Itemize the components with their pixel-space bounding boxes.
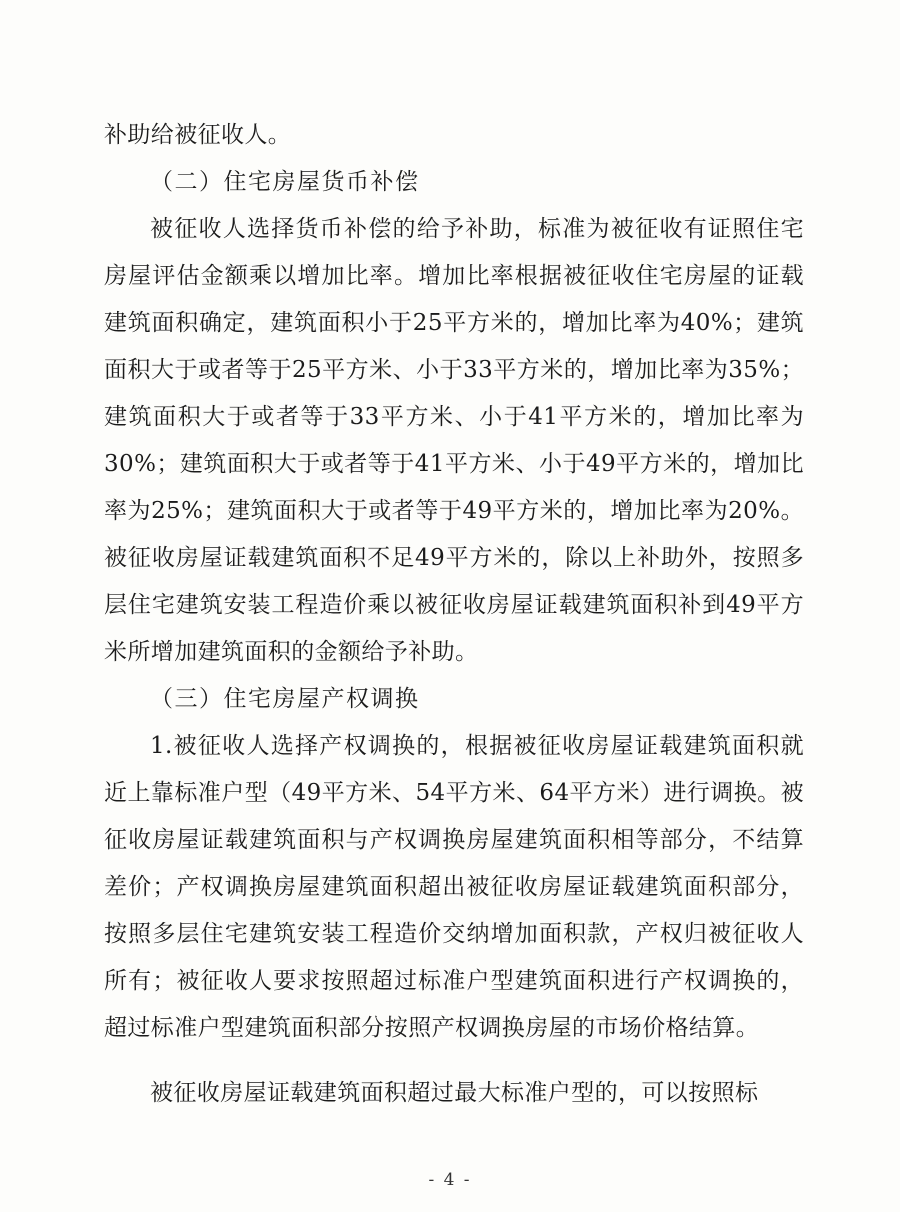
paragraph-monetary-compensation: 被征收人选择货币补偿的给予补助，标准为被征收有证照住宅房屋评估金额乘以增加比率。增加比率根据被征收住宅房屋的证载建筑面积确定，建筑面积小于25平方米的，增加比率为40%；建筑面积大于或者等于25平方米、小于33平方米的，增加比率为35%；建筑面积大于或者等于33平方米、小于41平方米的，增加比率为30%；建筑面积大于或者等于41平方米、小于49平方米的，增加比率为25%；建筑面积大于或者等于49平方米的，增加比率为20%。被征收房屋证载建筑面积不足49平方米的，除以上补助外，按照多层住宅建筑安装工程造价乘以被征收房屋证载建筑面积补到49平方米所增加建筑面积的金额给予补助。 xyxy=(104,216,804,665)
paragraph-continuation: 补助给被征收人。 xyxy=(104,122,292,148)
paragraph-oversized-area: 被征收房屋证载建筑面积超过最大标准户型的，可以按照标 xyxy=(150,1080,759,1106)
page-number: - 4 - xyxy=(428,1170,472,1190)
section-heading-property-rights-exchange: （三）住宅房屋产权调换 xyxy=(150,686,420,712)
paragraph-property-rights-exchange: 1.被征收人选择产权调换的，根据被征收房屋证载建筑面积就近上靠标准户型（49平方米、54平方米、64平方米）进行调换。被征收房屋证载建筑面积与产权调换房屋建筑面积相等部分，不结算差价；产权调换房屋建筑面积超出被征收房屋证载建筑面积部分，按照多层住宅建筑安装工程造价交纳增加面积款，产权归被征收人所有；被征收人要求按照超过标准户型建筑面积进行产权调换的，超过标准户型建筑面积部分按照产权调换房屋的市场价格结算。 xyxy=(104,733,804,1041)
document-body xyxy=(104,112,804,1117)
section-heading-residential-monetary-compensation: （二）住宅房屋货币补偿 xyxy=(150,169,420,195)
